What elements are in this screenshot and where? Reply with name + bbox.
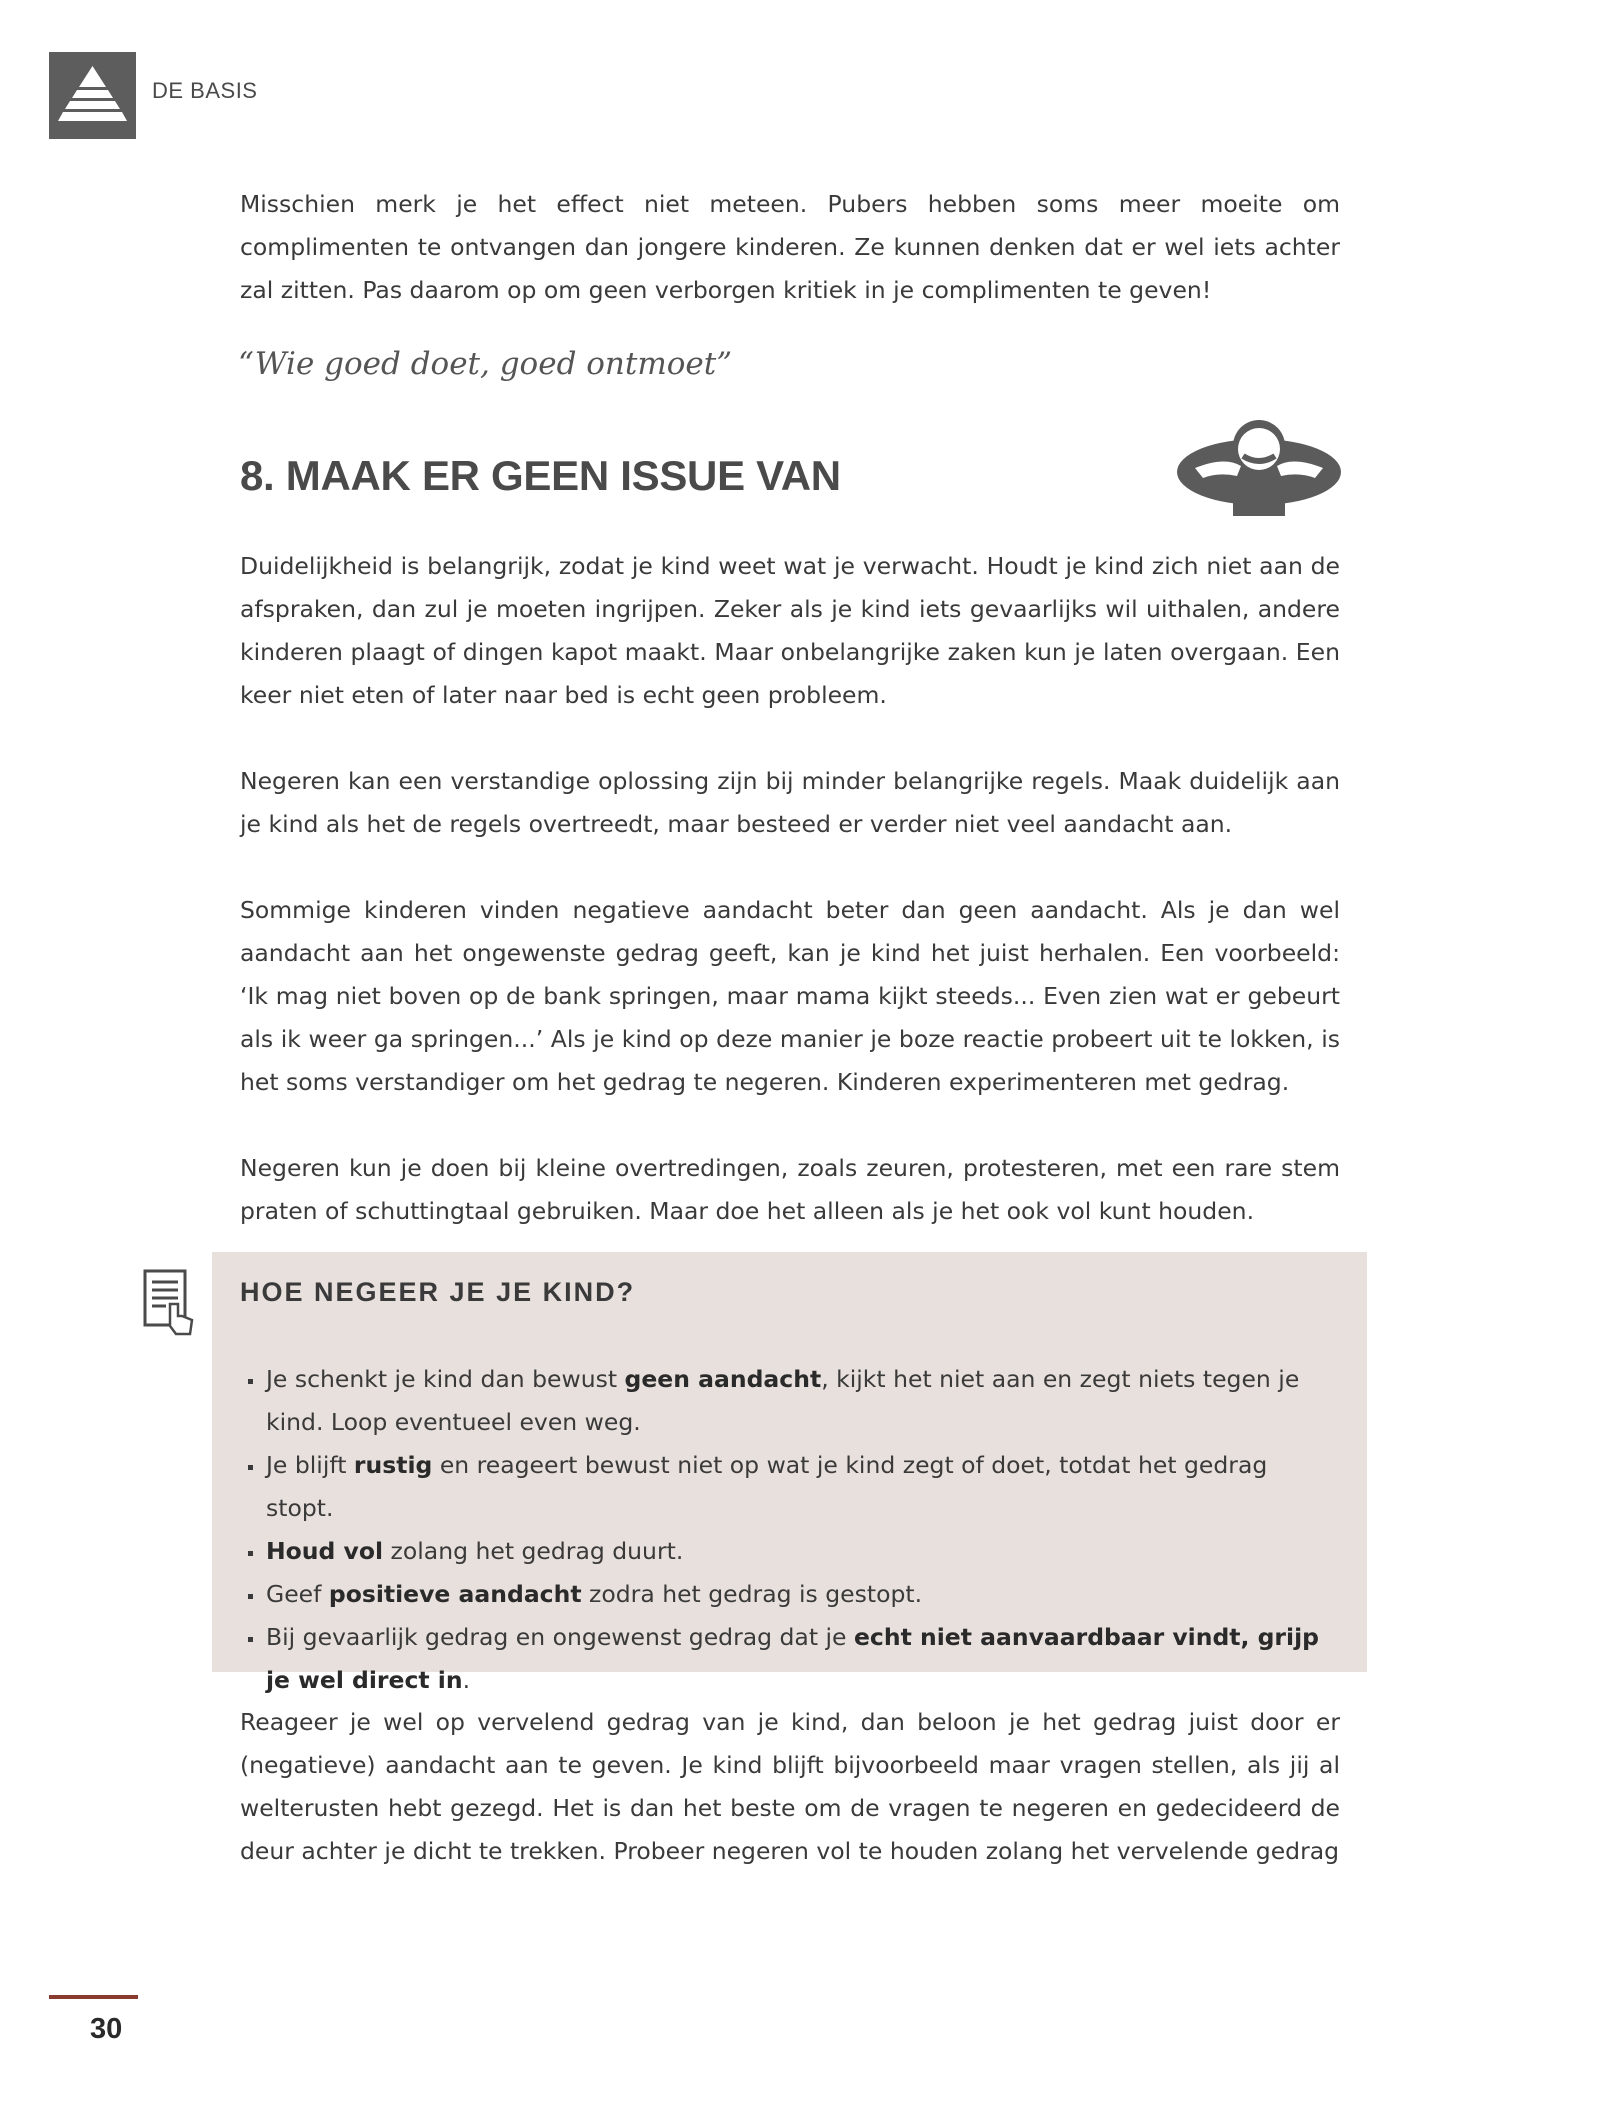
item-text: , kijkt het niet aan en zegt niets tegen je kind. Loop eventueel even weg. — [266, 1365, 1300, 1436]
item-emphasis: echt niet aanvaardbaar vindt, grijp je wel direct in — [266, 1623, 1319, 1694]
section-body — [240, 545, 1340, 1233]
item-text: Je blijft — [266, 1451, 354, 1479]
item-emphasis: positieve aandacht — [328, 1580, 582, 1608]
item-text: Geef — [266, 1580, 329, 1608]
footer-accent-line — [49, 1995, 138, 1999]
page-number: 30 — [90, 2013, 123, 2045]
item-text: Je schenkt je kind dan bewust — [266, 1365, 625, 1393]
closing-text — [240, 1701, 1340, 1873]
paragraph: Negeren kan een verstandige oplossing zijn bij minder belangrijke regels. Maak duidelijk aan je kind als het de regels overtreedt, maar besteed er verder niet veel aandacht aan. — [240, 767, 1340, 838]
item-text: zodra het gedrag is gestopt. — [581, 1580, 923, 1608]
document-pointer-icon — [142, 1268, 194, 1338]
item-text: . — [462, 1666, 471, 1694]
tip-list — [246, 1358, 1342, 1702]
quote: “Wie goed doet, goed ontmoet” — [238, 346, 733, 382]
item-text: en reageert bewust niet op wat je kind zegt of doet, totdat het gedrag stopt. — [266, 1451, 1268, 1522]
pyramid-icon — [49, 52, 136, 139]
item-emphasis: rustig — [353, 1451, 433, 1479]
list-item — [246, 1444, 1342, 1530]
intro-paragraph: Misschien merk je het effect niet meteen. Pubers hebben soms meer moeite om complimenten te ontvangen dan jongere kinderen. Ze kunnen denken dat er wel iets achter zal zitten. Pas daarom op om geen verborgen kritiek in je complimenten te geven! — [240, 190, 1340, 304]
tip-box-title: HOE NEGEER JE JE KIND? — [240, 1277, 636, 1307]
intro-text — [240, 183, 1340, 312]
list-item — [246, 1616, 1342, 1702]
paragraph: Duidelijkheid is belangrijk, zodat je kind weet wat je verwacht. Houdt je kind zich niet aan de afspraken, dan zul je moeten ingrijpen. Zeker als je kind iets gevaarlijks wil uithalen, andere kinderen plaagt of dingen kapot maakt. Maar onbelangrijke zaken kun je laten overgaan. Een keer niet eten of later naar bed is echt geen probleem. — [240, 552, 1340, 709]
paragraph: Negeren kun je doen bij kleine overtredingen, zoals zeuren, protesteren, met een rare stem praten of schuttingtaal gebruiken. Maar doe het alleen als je het ook vol kunt houden. — [240, 1154, 1340, 1225]
section-marker — [49, 52, 136, 139]
relaxed-person-icon — [1175, 416, 1343, 518]
section-heading: 8. MAAK ER GEEN ISSUE VAN — [240, 452, 841, 499]
list-item — [246, 1358, 1342, 1444]
section-label: DE BASIS — [152, 78, 258, 103]
closing-paragraph: Reageer je wel op vervelend gedrag van je kind, dan beloon je het gedrag juist door er (negatieve) aandacht aan te geven. Je kind blijft bijvoorbeeld maar vragen stellen, als jij al welterusten hebt gezegd. Het is dan het beste om de vragen te negeren en gedecideerd de deur achter je dicht te trekken. Probeer negeren vol te houden zolang het vervelende gedrag — [240, 1708, 1340, 1865]
list-item — [246, 1530, 1342, 1573]
item-text: Bij gevaarlijk gedrag en ongewenst gedrag dat je — [266, 1623, 854, 1651]
list-item — [246, 1573, 1342, 1616]
item-emphasis: Houd vol — [266, 1537, 384, 1565]
paragraph: Sommige kinderen vinden negatieve aandacht beter dan geen aandacht. Als je dan wel aandacht aan het ongewenste gedrag geeft, kan je kind het juist herhalen. Een voorbeeld: ‘Ik mag niet boven op de bank springen, maar mama kijkt steeds... Even zien wat er gebeurt als ik weer ga springen...’ Als je kind op deze manier je boze reactie probeert uit te lokken, is het soms verstandiger om het gedrag te negeren. Kinderen experimenteren met gedrag. — [240, 896, 1340, 1096]
item-emphasis: geen aandacht — [624, 1365, 822, 1393]
item-text: zolang het gedrag duurt. — [383, 1537, 684, 1565]
